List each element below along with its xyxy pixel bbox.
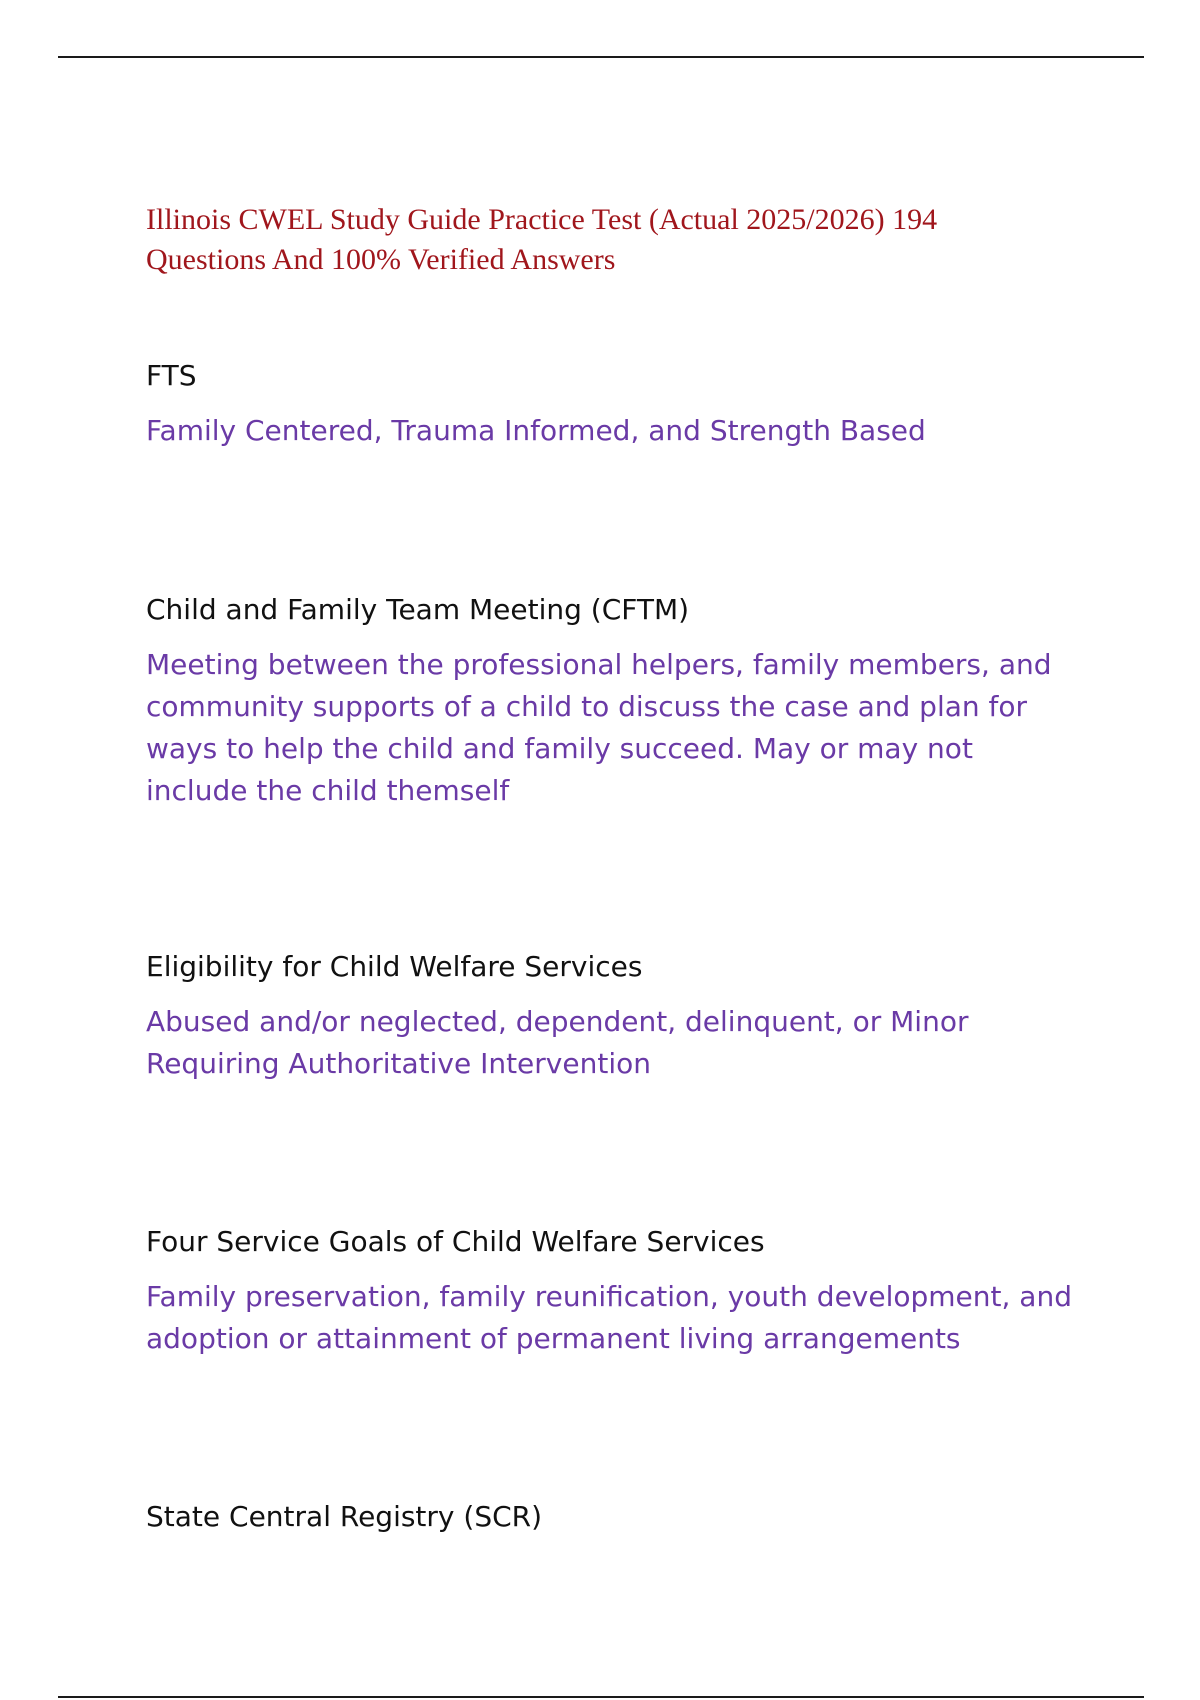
definition: Meeting between the professional helpers, family members, and community supports of a child to discuss the case and plan for ways to help the child and family succeed. May or may not include the child themself (146, 648, 1052, 807)
term: FTS (146, 359, 197, 392)
header-rule (58, 56, 1144, 58)
term: Eligibility for Child Welfare Services (146, 950, 643, 983)
definition: Abused and/or neglected, dependent, delinquent, or Minor Requiring Authoritative Intervention (146, 1005, 969, 1080)
qa-item (146, 1497, 1076, 1551)
definition: Family Centered, Trauma Informed, and Strength Based (146, 414, 926, 447)
document-title: Illinois CWEL Study Guide Practice Test (Actual 2025/2026) 194 Questions And 100% Verified Answers (146, 203, 938, 276)
footer-rule (58, 1696, 1144, 1698)
term: Child and Family Team Meeting (CFTM) (146, 593, 690, 626)
qa-item (146, 1222, 1076, 1360)
definition: Family preservation, family reunification, youth development, and adoption or attainment of permanent living arrangements (146, 1280, 1072, 1355)
term: Four Service Goals of Child Welfare Services (146, 1225, 765, 1258)
qa-item (146, 356, 1076, 452)
term: State Central Registry (SCR) (146, 1500, 543, 1533)
qa-item (146, 947, 1076, 1085)
qa-item (146, 590, 1076, 812)
